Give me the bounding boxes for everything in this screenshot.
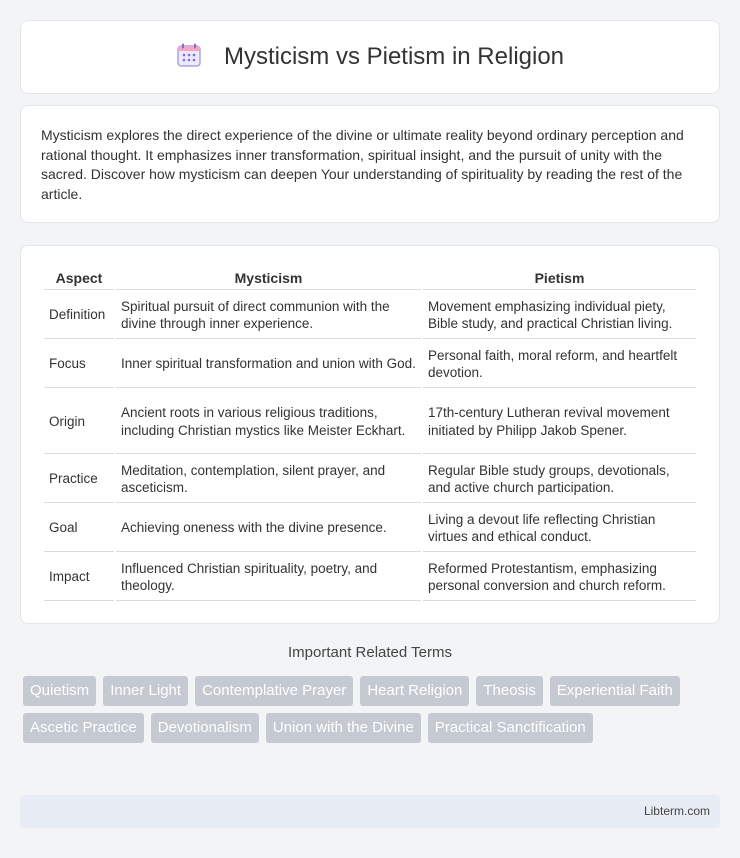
row-pietism: Movement emphasizing individual piety, Bible study, and practical Christian living. [423,292,696,339]
row-pietism: Personal faith, moral reform, and heartfelt devotion. [423,341,696,388]
row-mysticism: Spiritual pursuit of direct communion with the divine through inner experience. [116,292,421,339]
row-pietism: Living a devout life reflecting Christian virtues and ethical conduct. [423,505,696,552]
tag-quietism[interactable]: Quietism [23,676,96,706]
row-pietism: Regular Bible study groups, devotionals, and active church participation. [423,456,696,503]
intro-card [20,105,720,223]
tag-practical-sanctification[interactable]: Practical Sanctification [428,713,593,743]
table-row [44,456,696,503]
tag-ascetic-practice[interactable]: Ascetic Practice [23,713,144,743]
header-aspect: Aspect [44,266,114,290]
row-aspect: Origin [44,390,114,454]
header-mysticism: Mysticism [116,266,421,290]
tag-theosis[interactable]: Theosis [476,676,543,706]
page-title: Mysticism vs Pietism in Religion [223,43,565,70]
row-aspect: Focus [44,341,114,388]
row-aspect: Goal [44,505,114,552]
comparison-table [42,264,698,603]
table-row [44,292,696,339]
table-row [44,505,696,552]
tag-experiential-faith[interactable]: Experiential Faith [550,676,680,706]
calendar-icon [176,42,202,73]
title-wrap [176,42,564,73]
row-aspect: Practice [44,456,114,503]
row-mysticism: Meditation, contemplation, silent prayer, and asceticism. [116,456,421,503]
table-row [44,554,696,601]
tag-devotionalism[interactable]: Devotionalism [151,713,259,743]
header-pietism: Pietism [423,266,696,290]
comparison-card [20,245,720,624]
table-row [44,341,696,388]
row-aspect: Definition [44,292,114,339]
related-terms-title: Important Related Terms [288,644,452,661]
intro-text: Mysticism explores the direct experience of the divine or ultimate reality beyond ordinary perception and rational thought. It emphasizes inner transformation, spiritual insight, and the pursuit of unity with the sacred. Discover how mysticism can deepen Your understanding of spirituality by reading the rest of the article. [41,127,684,202]
tag-inner-light[interactable]: Inner Light [103,676,188,706]
table-header-row [44,266,696,290]
row-pietism: Reformed Protestantism, emphasizing personal conversion and church reform. [423,554,696,601]
row-pietism: 17th-century Lutheran revival movement initiated by Philipp Jakob Spener. [423,390,696,454]
tag-union-with-the-divine[interactable]: Union with the Divine [266,713,421,743]
header-card [20,20,720,94]
row-mysticism: Inner spiritual transformation and union with God. [116,341,421,388]
tag-contemplative-prayer[interactable]: Contemplative Prayer [195,676,353,706]
row-aspect: Impact [44,554,114,601]
related-terms-list [23,676,723,743]
row-mysticism: Achieving oneness with the divine presence. [116,505,421,552]
footer [20,795,720,828]
table-row [44,390,696,454]
footer-site-link[interactable]: Libterm.com [643,804,710,818]
row-mysticism: Ancient roots in various religious traditions, including Christian mystics like Meister Eckhart. [116,390,421,454]
tag-heart-religion[interactable]: Heart Religion [360,676,469,706]
row-mysticism: Influenced Christian spirituality, poetry, and theology. [116,554,421,601]
